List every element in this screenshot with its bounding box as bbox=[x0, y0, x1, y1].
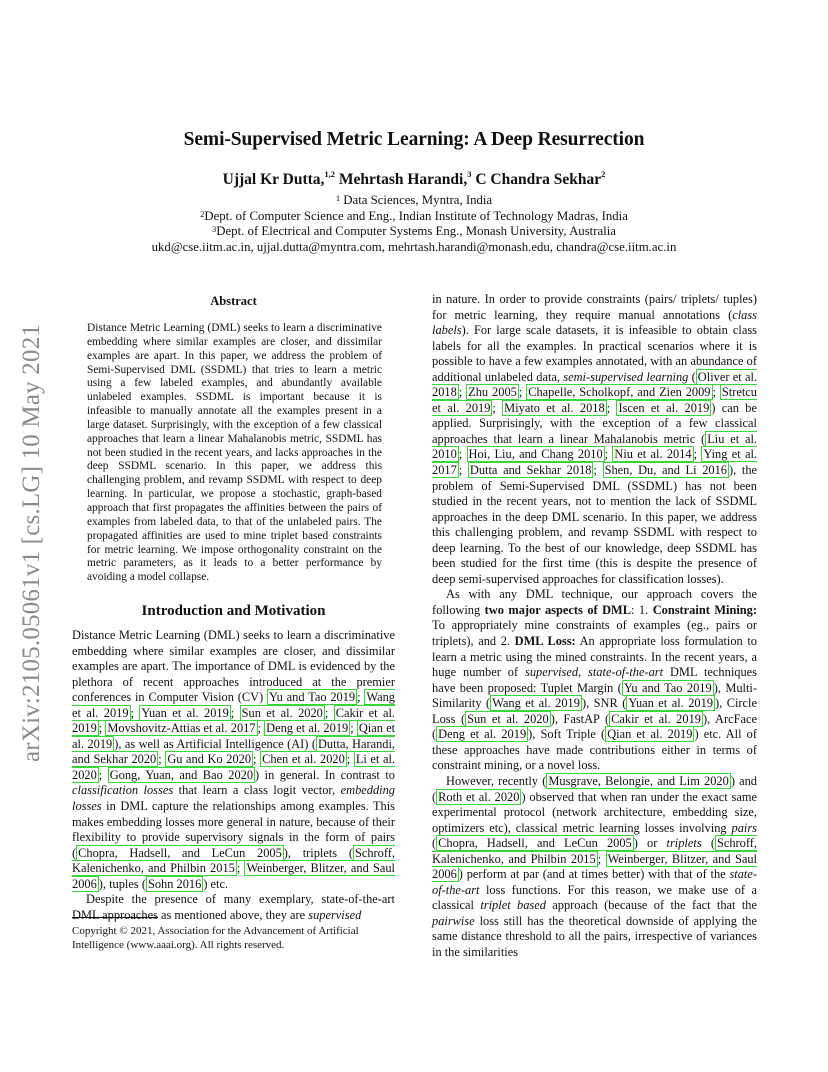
intro-paragraph-1: Distance Metric Learning (DML) seeks to learn a discriminative embedding where similar examples are closer, and dissimilar examples are apart. The importance of DML is evidenced by the plethora of recent approaches introduced at the premier conferences in Computer Vision (CV) Yu and Tao 2019 ; Wang et al. 2019 ; Yuan et al. 2019 ; Sun et al. 2020 ; Cakir et al. 2019 ; Movshovitz-Attias et al. 2017 ; Deng et al. 2019 ; Qian et al. 2019 ), as well as Artificial Intelligence (AI) ( Dutta, Harandi, and Sekhar 2020 ; Gu and Ko 2020 ; Chen et al. 2020 ; Li et al. 2020 ; Gong, Yuan, and Bao 2020 ) in general. In contrast to classification losses that learn a class logit vector, embedding losses in DML capture the relationships among examples. This makes embedding losses more general in nature, because of their flexibility to provide supervisory signals in the form of pairs ( Chopra, Hadsell, and LeCun 2005 ), triplets ( Schroff, Kalenichenko, and Philbin 2015 ; Weinberger, Blitzer, and Saul 2006 ), tuples ( Sohn 2016 ) etc. bbox=[72, 628, 396, 891]
citation-link[interactable]: Wang et al. 2019 bbox=[492, 696, 580, 711]
affiliation-mark: 3 bbox=[212, 224, 217, 234]
citation-link[interactable]: Schroff, Kalenichenko, and Philbin 2015 bbox=[72, 845, 395, 876]
citation-link[interactable]: Weinberger, Blitzer, and Saul 2006 bbox=[432, 851, 758, 882]
emphasis: triplets bbox=[666, 836, 702, 851]
citation-link[interactable]: Sun et al. 2020 bbox=[241, 705, 323, 720]
citation-link[interactable]: Li et al. 2020 bbox=[72, 752, 395, 782]
citation-link[interactable]: Miyato et al. 2018 bbox=[504, 400, 605, 415]
citation-link[interactable]: Sun et al. 2020 bbox=[467, 711, 549, 726]
footnote-rule bbox=[72, 917, 158, 918]
citation-link[interactable]: Liu et al. 2010 bbox=[432, 431, 757, 462]
citation-link[interactable]: Hoi, Liu, and Chang 2010 bbox=[468, 447, 603, 462]
affiliation-3: $^3$Dept. of Electrical and Computer Systems Eng., Monash University, Australia bbox=[212, 224, 616, 238]
affiliation-mark: 1 bbox=[335, 193, 341, 203]
section-heading: Introduction and Motivation bbox=[141, 603, 326, 619]
citation-link[interactable]: Roth et al. 2020 bbox=[438, 789, 520, 804]
citation-link[interactable]: Chapelle, Scholkopf, and Zien 2009 bbox=[528, 385, 711, 400]
abstract-text: Distance Metric Learning (DML) seeks to learn a discriminative embedding where similar examples are closer, and dissimilar examples are apart. In this paper, we address the problem of Semi-Supervised DML (SSDML) that tries to learn a metric using a few labeled examples, and abundantly available unlabeled examples. SSDML is important because it is infeasible to manually annotate all the examples present in a large dataset. Surprisingly, with the exception of a few classical approaches that learn a linear Mahalanobis metric, SSDML has not been studied in the recent years, and lacks approaches in the deep SSDML scenario. In this paper, we address this challenging problem, and revamp SSDML with respect to deep learning. In particular, we propose a stochastic, graph-based approach that first propagates the affinities between the pairs of examples from labeled data, to that of the unlabeled pairs. The propagated affinities are used to mine triplet based constraints for metric learning. We impose orthogonality constraint on the metric parameters, as it leads to a better performance by avoiding a model collapse. bbox=[87, 322, 382, 584]
citation-link[interactable]: Deng et al. 2019 bbox=[266, 721, 349, 736]
author-list bbox=[0, 171, 828, 189]
emphasis: triplet based bbox=[480, 898, 546, 913]
author-emails: ukd@cse.iitm.ac.in, ujjal.dutta@myntra.com, mehrtash.harandi@monash.edu, chandra@cse.iitm.ac.in bbox=[151, 239, 677, 254]
citation-link[interactable]: Yu and Tao 2019 bbox=[623, 680, 712, 695]
right-column-body bbox=[432, 292, 757, 961]
bold-term: DML Loss: bbox=[514, 634, 576, 649]
intro-paragraph-2: Despite the presence of many exemplary, state-of-the-art DML approaches as mentioned above, they are supervised bbox=[72, 892, 395, 922]
citation-link[interactable]: Oliver et al. 2018 bbox=[432, 369, 757, 400]
author-affiliation-mark: 3 bbox=[467, 169, 472, 179]
citation-link[interactable]: Niu et al. 2014 bbox=[614, 447, 692, 462]
intro-body bbox=[72, 628, 395, 923]
copyright-footnote: Copyright © 2021, Association for the Advancement of Artificial Intelligence (www.aaai.org). All rights reserved. bbox=[72, 925, 359, 951]
citation-link[interactable]: Dutta and Sekhar 2018 bbox=[469, 463, 592, 478]
affiliation-2: $^2$Dept. of Computer Science and Eng., Indian Institute of Technology Madras, India bbox=[200, 208, 628, 223]
citation-link[interactable]: Ying et al. 2017 bbox=[432, 447, 757, 478]
citation-link[interactable]: Cakir et al. 2019 bbox=[72, 705, 395, 736]
citation-link[interactable]: Gong, Yuan, and Bao 2020 bbox=[109, 767, 254, 782]
citation-link[interactable]: Deng et al. 2019 bbox=[438, 727, 527, 742]
author-affiliation-mark: 2 bbox=[601, 169, 606, 179]
citation-link[interactable]: Stretcu et al. 2019 bbox=[432, 385, 757, 415]
emphasis: class labels bbox=[432, 307, 757, 338]
citation-link[interactable]: Cakir et al. 2019 bbox=[611, 711, 701, 726]
citation-link[interactable]: Qian et al. 2019 bbox=[607, 727, 693, 742]
emphasis: embedding losses bbox=[72, 783, 396, 814]
citation-link[interactable]: Shen, Du, and Li 2016 bbox=[604, 463, 727, 478]
affiliation-mark: 2 bbox=[200, 208, 205, 219]
emphasis: pairwise bbox=[432, 913, 475, 928]
citation-link[interactable]: Yuan et al. 2019 bbox=[628, 696, 714, 711]
author-affiliation-mark: 1,2 bbox=[324, 169, 336, 179]
emphasis: pairs bbox=[731, 820, 757, 835]
emphasis: supervised bbox=[308, 907, 362, 922]
citation-link[interactable]: Gu and Ko 2020 bbox=[167, 752, 252, 767]
bold-term: Constraint Mining: bbox=[652, 602, 757, 617]
emphasis: supervised, state-of-the-art bbox=[525, 665, 664, 680]
citation-link[interactable]: Wang et al. 2019 bbox=[72, 690, 395, 720]
citation-link[interactable]: Chopra, Hadsell, and LeCun 2005 bbox=[438, 836, 632, 851]
citation-link[interactable]: Dutta, Harandi, and Sekhar 2020 bbox=[72, 736, 396, 767]
citation-link[interactable]: Yuan et al. 2019 bbox=[141, 705, 229, 720]
author-name: Ujjal Kr Dutta, bbox=[222, 171, 325, 188]
arxiv-stamp bbox=[18, 282, 58, 762]
arxiv-stamp-text: arXiv:2105.05061v1 [cs.LG] 10 May 2021 bbox=[18, 323, 45, 762]
paper-title: Semi-Supervised Metric Learning: A Deep Resurrection bbox=[183, 129, 645, 150]
emphasis: state-of-the-art bbox=[432, 867, 757, 897]
citation-link[interactable]: Chopra, Hadsell, and LeCun 2005 bbox=[78, 845, 282, 860]
citation-link[interactable]: Chen et al. 2020 bbox=[262, 752, 345, 767]
emphasis: classification losses bbox=[72, 783, 174, 798]
bold-term: two major aspects of DML bbox=[484, 602, 632, 617]
citation-link[interactable]: Iscen et al. 2019 bbox=[618, 400, 710, 415]
abstract-heading: Abstract bbox=[210, 294, 257, 308]
author-name: C Chandra Sekhar bbox=[475, 171, 602, 188]
right-paragraph-2: As with any DML technique, our approach covers the following two major aspects of DML: 1. Constraint Mining: To appropriately mine constraints of examples (eg., pairs or triplets), and 2. DML Loss: An appropriate loss formulation to learn a metric using the mined constraints. In the recent years, a huge number of supervised, state-of-the-art DML techniques have been proposed: Tuplet Margin ( Yu and Tao 2019 ), Multi-Similarity ( Wang et al. 2019 ), SNR ( Yuan et al. 2019 ), Circle Loss ( Sun et al. 2020 ), FastAP ( Cakir et al. 2019 ), ArcFace ( Deng et al. 2019 ), Soft Triple ( Qian et al. 2019 ) etc. All of these approaches have made contributions either in terms of constraint mining, or a novel loss. bbox=[432, 587, 757, 773]
citation-link[interactable]: Weinberger, Blitzer, and Saul 2006 bbox=[72, 861, 395, 891]
citation-link[interactable]: Schroff, Kalenichenko, and Philbin 2015 bbox=[432, 836, 757, 866]
emphasis: semi-supervised learning bbox=[563, 369, 689, 384]
citation-link[interactable]: Musgrave, Belongie, and Lim 2020 bbox=[548, 773, 729, 788]
author-name: Mehrtash Harandi, bbox=[338, 171, 468, 188]
right-paragraph-1: in nature. In order to provide constraints (pairs/ triplets/ tuples) for metric learning, they require manual annotations (class labels). For large scale datasets, it is infeasible to obtain class labels for all the examples. In practical scenarios where it is possible to have a few examples annotated, with an abundance of additional unlabeled data, semi-supervised learning ( Oliver et al. 2018 ; Zhu 2005 ; Chapelle, Scholkopf, and Zien 2009 ; Stretcu et al. 2019 ; Miyato et al. 2018 ; Iscen et al. 2019 ) can be applied. Surprisingly, with the exception of a few classical approaches that learn a linear Mahalanobis metric ( Liu et al. 2010 ; Hoi, Liu, and Chang 2010 ; Niu et al. 2014 ; Ying et al. 2017 ; Dutta and Sekhar 2018 ; Shen, Du, and Li 2016 ), the problem of Semi-Supervised DML (SSDML) has not been studied in the recent years, not to mention the lack of SSDML approaches in the deep DML scenario. In this paper, we address this challenging problem, and revamp SSDML with respect to deep learning. To the best of our knowledge, deep SSDML has been studied for the first time (this is despite the presence of deep semi-supervised approaches for classification losses). bbox=[432, 292, 758, 586]
citation-link[interactable]: Yu and Tao 2019 bbox=[269, 690, 356, 705]
affiliation-1: $^1$ Data Sciences, Myntra, India bbox=[335, 193, 493, 207]
citation-link[interactable]: Zhu 2005 bbox=[468, 385, 517, 400]
citation-link[interactable]: Qian et al. 2019 bbox=[72, 721, 396, 751]
right-paragraph-3: However, recently ( Musgrave, Belongie, and Lim 2020 ) and ( Roth et al. 2020 ) observed that when ran under the exact same experimental protocol (network architecture, embedding size, optimizers etc), classical metric learning losses involving pairs ( Chopra, Hadsell, and LeCun 2005 ) or triplets ( Schroff, Kalenichenko, and Philbin 2015 ; Weinberger, Blitzer, and Saul 2006 ) perform at par (and at times better) with that of the state-of-the-art loss functions. For this reason, we make use of a classical triplet based approach (because of the fact that the pairwise loss still has the theoretical downside of applying the same distance threshold to all the pairs, irrespective of variances in the similarities bbox=[432, 773, 758, 959]
citation-link[interactable]: Sohn 2016 bbox=[147, 876, 202, 891]
citation-link[interactable]: Movshovitz-Attias et al. 2017 bbox=[107, 721, 256, 736]
